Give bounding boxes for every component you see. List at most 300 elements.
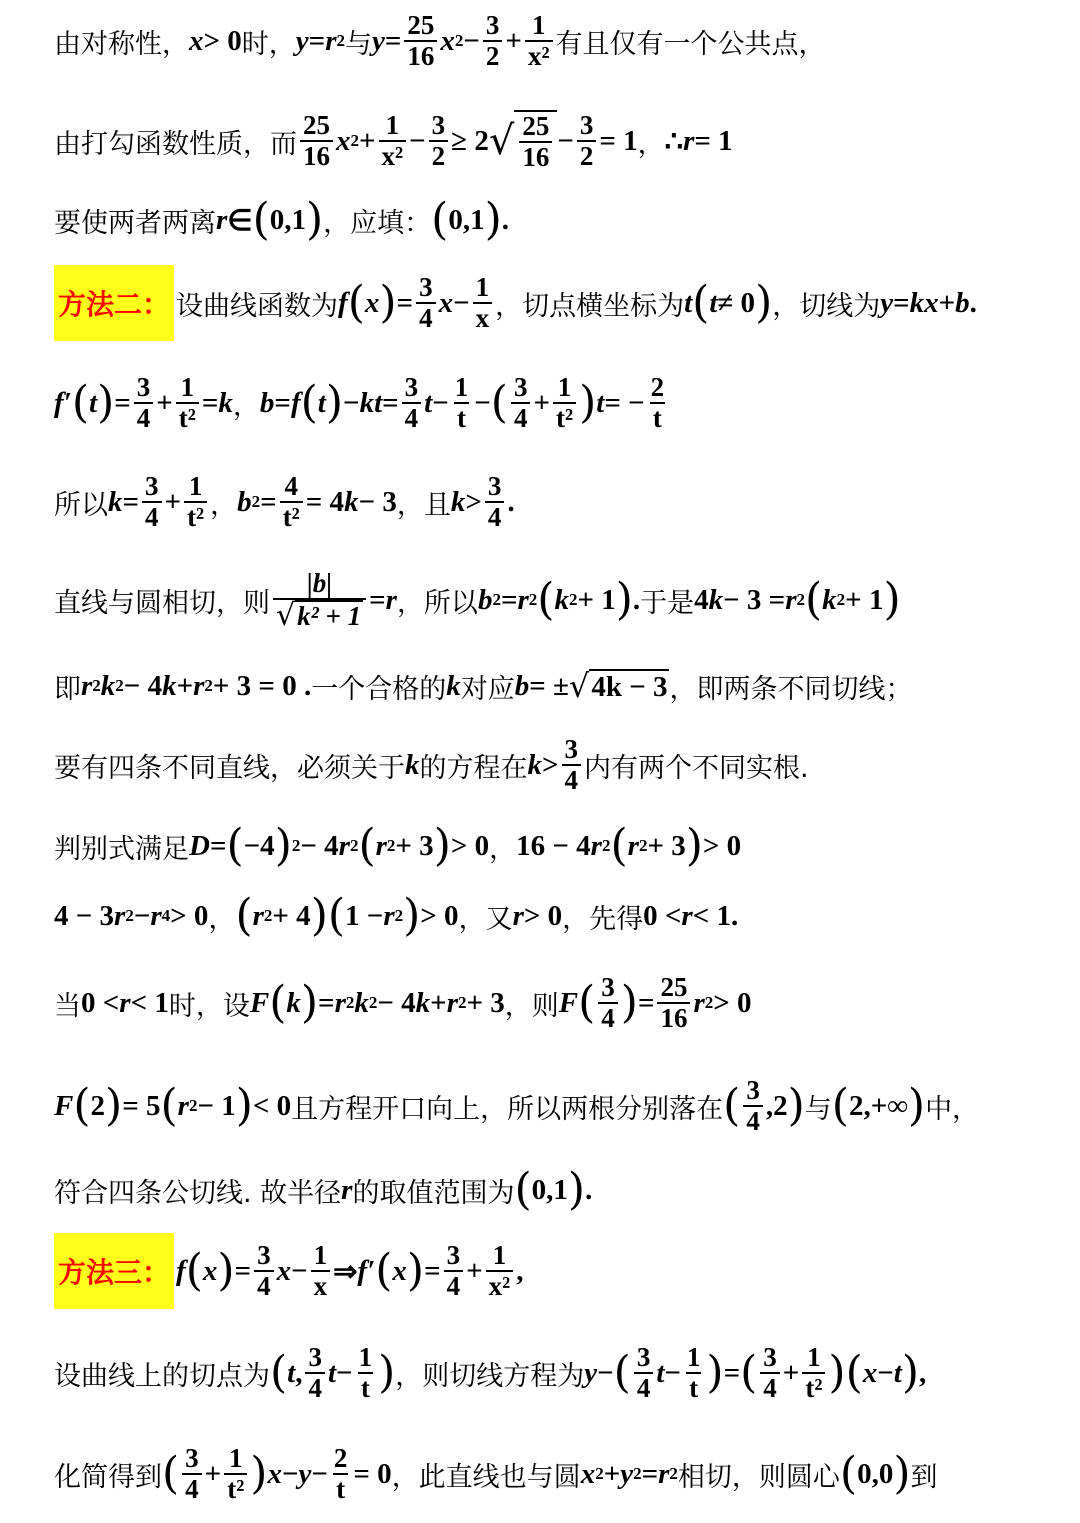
text: 相切，则圆心: [677, 1461, 840, 1493]
exponent: 2: [251, 492, 261, 511]
bracket: (: [431, 194, 449, 245]
math-variable: r: [693, 986, 705, 1019]
fraction-numerator: 3: [308, 1341, 322, 1372]
bracket: ): [685, 820, 703, 871]
math-variable: x: [862, 1356, 878, 1389]
radicand: 4k − 3: [591, 670, 668, 703]
fraction: [379, 111, 407, 171]
line-k-b-relation: [54, 466, 515, 538]
line-conclusion: [54, 1166, 592, 1214]
math-symbol: = −: [604, 386, 645, 419]
math-variable: r: [193, 669, 205, 702]
math-variable: b: [237, 485, 252, 518]
math-variable: f′: [357, 1254, 376, 1287]
math-symbol: 4 − 3: [54, 899, 115, 932]
math-symbol: > 0: [713, 986, 752, 1019]
fraction: [473, 273, 493, 333]
fraction: [598, 973, 618, 1033]
fraction-denominator: t: [686, 1372, 701, 1403]
text: 所以: [54, 489, 108, 521]
math-variable: x: [336, 124, 351, 157]
math-symbol: −: [557, 124, 574, 157]
exponent: 2: [345, 993, 355, 1012]
math-symbol: −4: [243, 829, 275, 862]
text: 要有四条不同直线，必须关于: [54, 752, 405, 784]
bracket: ): [883, 574, 901, 625]
fraction-numerator: 1: [358, 1341, 373, 1372]
fraction-numerator: 25: [407, 9, 435, 40]
radical-sign-icon: √: [488, 118, 515, 164]
math-symbol: =: [201, 386, 219, 419]
bracket: ): [615, 574, 633, 625]
math-variable: r: [658, 1457, 670, 1490]
bracket: ): [378, 1347, 396, 1398]
text: 中，: [925, 1093, 980, 1125]
math-variable: r: [590, 829, 602, 862]
math-variable: k: [218, 386, 233, 419]
math-symbol: =: [318, 986, 335, 1019]
fraction-denominator: t: [358, 1372, 373, 1403]
math-variable: t: [89, 386, 98, 419]
fraction-numerator: 1: [454, 371, 469, 402]
bracket: ): [567, 1164, 586, 1215]
bracket: ): [105, 1080, 123, 1131]
math-variable: r: [512, 899, 524, 932]
line-symmetry: [54, 9, 826, 71]
math-variable: y: [620, 1457, 634, 1490]
bracket: ): [579, 377, 597, 428]
fraction-denominator: 4: [444, 1270, 464, 1301]
math-symbol: +: [782, 1356, 800, 1389]
line-simplified: [54, 1436, 938, 1512]
math-symbol: ∈: [227, 204, 253, 237]
math-variable: f: [176, 1254, 186, 1287]
fraction: [273, 569, 366, 631]
bracket: ): [406, 1245, 425, 1296]
fraction: [305, 1343, 325, 1403]
fraction: [134, 373, 154, 433]
math-symbol: .: [969, 286, 977, 319]
bracket: (: [578, 977, 596, 1028]
math-variable: k: [822, 583, 837, 616]
math-symbol: 0,0: [857, 1457, 894, 1490]
line-inequality: [54, 890, 738, 942]
fraction: [483, 11, 503, 71]
text: ，则切线方程为: [395, 1360, 585, 1392]
text: 化简得到: [54, 1461, 162, 1493]
text: ，即两条不同切线；: [669, 673, 913, 705]
line-F-2: [54, 1070, 979, 1142]
fraction-denominator: 4: [402, 402, 422, 433]
exponent: 4: [161, 906, 171, 925]
math-variable: b: [259, 386, 275, 419]
math-symbol: +: [430, 986, 447, 1019]
square-root: [276, 597, 363, 633]
math-variable: t: [656, 1356, 665, 1389]
text: 判别式满足: [54, 833, 189, 865]
fraction-numerator: 3: [564, 733, 579, 764]
fraction: [356, 1343, 376, 1403]
exponent: 2: [638, 836, 648, 855]
text: 当: [54, 990, 81, 1022]
exponent: 2: [595, 1464, 604, 1483]
math-symbol: 2,+∞: [848, 1089, 908, 1122]
fraction-denominator: x: [311, 1270, 331, 1301]
bracket: ): [310, 890, 328, 941]
text: 由对称性，: [54, 28, 189, 60]
text: 设曲线上的切点为: [54, 1360, 270, 1392]
math-variable: r: [334, 986, 346, 1019]
fraction: [331, 1444, 351, 1504]
bracket: ): [907, 1080, 926, 1131]
fraction-denominator: t²: [802, 1372, 825, 1403]
math-symbol: = 1: [599, 124, 638, 157]
text: 要使两者两离: [54, 207, 216, 239]
fraction-denominator: 16: [300, 140, 333, 171]
math-variable: t: [596, 386, 605, 419]
fraction-numerator: 1: [188, 470, 203, 501]
fraction: [486, 1241, 514, 1301]
fraction: [452, 373, 472, 433]
math-variable: t: [424, 386, 433, 419]
math-variable: r: [385, 583, 397, 616]
fraction: [416, 273, 436, 333]
math-symbol: ,: [919, 1356, 927, 1389]
math-variable: r: [785, 583, 797, 616]
math-symbol: 1 −: [345, 899, 384, 932]
math-variable: x: [202, 1254, 218, 1287]
exponent: 2: [349, 836, 359, 855]
math-symbol: 4: [694, 583, 709, 616]
exponent: 2: [125, 906, 134, 925]
exponent: 2: [394, 906, 404, 925]
fraction-numerator: 2: [650, 371, 665, 402]
fraction-numerator: 2: [333, 1442, 348, 1473]
math-variable: r: [375, 829, 387, 862]
math-symbol: −: [474, 386, 491, 419]
text: ，: [637, 128, 665, 160]
math-symbol: 0 <: [643, 899, 682, 932]
fraction: [429, 111, 449, 171]
text: 到: [910, 1461, 938, 1493]
math-symbol: = 5: [122, 1089, 161, 1122]
math-symbol: +: [466, 1254, 483, 1287]
math-symbol: 2: [90, 1089, 106, 1122]
math-symbol: + 3 = 0 .: [212, 669, 312, 702]
fraction-numerator: 3: [145, 470, 159, 501]
math-variable: r: [338, 829, 350, 862]
fraction-numerator: 3: [487, 470, 502, 501]
fraction: [648, 373, 668, 433]
math-variable: k: [405, 748, 420, 781]
fraction-numerator: 1: [807, 1341, 821, 1372]
math-variable: y: [371, 24, 385, 57]
bracket: (: [235, 890, 253, 941]
fraction: [280, 472, 303, 532]
math-symbol: > 0: [203, 24, 242, 57]
math-variable: x: [392, 1254, 407, 1287]
math-symbol: 0,1: [269, 203, 306, 236]
fraction-denominator: 16: [519, 141, 552, 172]
exponent: 2: [350, 131, 359, 150]
text: ，又: [458, 903, 513, 935]
math-symbol: +: [603, 1457, 621, 1490]
math-symbol: < 0: [252, 1089, 292, 1122]
math-variable: r: [681, 899, 693, 932]
text: 对应: [460, 673, 515, 705]
exponent: 2: [454, 31, 464, 50]
fraction-numerator: 3: [185, 1442, 199, 1473]
math-symbol: .: [585, 1173, 593, 1206]
math-symbol: .: [501, 203, 509, 236]
math-variable: k: [450, 485, 466, 518]
fraction-denominator: 2: [429, 140, 449, 171]
radical-sign-icon: √: [276, 597, 296, 633]
exponent: 2: [796, 590, 805, 609]
math-symbol: .: [507, 485, 515, 518]
math-variable: r: [177, 1089, 189, 1122]
math-symbol: >: [542, 748, 559, 781]
bracket: ): [901, 1347, 920, 1398]
math-symbol: .: [632, 583, 641, 616]
math-symbol: 16 − 4: [516, 829, 591, 862]
fraction-numerator: 3: [136, 371, 151, 402]
math-symbol: +: [938, 286, 956, 319]
math-symbol: > 0: [170, 899, 209, 932]
fraction-denominator: x²: [379, 140, 407, 171]
fraction-denominator: t²: [553, 402, 576, 433]
fraction-denominator: 4: [254, 1270, 274, 1301]
fraction-denominator: 4: [634, 1372, 654, 1403]
fraction-numerator: 3: [419, 271, 433, 302]
math-symbol: − 3 =: [723, 583, 786, 616]
text: 与: [344, 28, 372, 60]
math-symbol: 0,1: [531, 1173, 568, 1206]
bracket: (: [252, 194, 270, 245]
text: ，: [208, 903, 236, 935]
text: 即: [54, 673, 81, 705]
fraction: [657, 973, 690, 1033]
radicand: [514, 110, 557, 172]
text: 且方程开口向上，所以两根分别落在: [291, 1093, 724, 1125]
bracket: ): [217, 1245, 235, 1296]
fraction-numerator: 3: [404, 371, 419, 402]
math-variable: k: [108, 485, 123, 518]
math-symbol: =: [369, 583, 386, 616]
math-symbol: + 1: [845, 583, 884, 616]
fraction: [184, 472, 207, 532]
bracket: (: [831, 1080, 849, 1131]
math-variable: f: [338, 286, 348, 319]
math-symbol: −: [343, 386, 360, 419]
math-symbol: =: [382, 386, 399, 419]
text: ，则: [504, 990, 559, 1022]
math-symbol: ∴: [664, 125, 684, 158]
math-variable: b: [477, 583, 493, 616]
math-variable: k: [708, 583, 724, 616]
fraction-numerator: 3: [513, 371, 528, 402]
math-variable: kt: [359, 386, 383, 419]
fraction: [553, 373, 576, 433]
fraction-denominator: 4: [305, 1372, 325, 1403]
text: 内有两个不同实根.: [584, 752, 809, 784]
fraction: [577, 111, 597, 171]
math-symbol: − 4: [377, 986, 416, 1019]
math-variable: x: [276, 1254, 292, 1287]
math-variable: b: [514, 669, 530, 702]
bracket: (: [185, 1245, 203, 1296]
math-symbol: = 4: [305, 485, 345, 518]
text: ，切点横坐标为: [495, 290, 685, 322]
fraction-numerator: 3: [636, 1341, 651, 1372]
math-symbol: =: [122, 485, 140, 518]
bracket: ): [706, 1347, 724, 1398]
exponent: 2: [836, 590, 846, 609]
math-symbol: 0,1: [448, 203, 485, 236]
math-variable: F: [54, 1089, 74, 1122]
math-symbol: −: [664, 1356, 681, 1389]
fraction-denominator: t²: [224, 1473, 247, 1504]
bracket: ): [325, 377, 344, 428]
fraction-numerator: 4: [284, 470, 298, 501]
bracket: ): [235, 1080, 253, 1131]
fraction-denominator: t: [650, 402, 665, 433]
math-variable: k: [446, 669, 461, 702]
math-symbol: > 0: [450, 829, 490, 862]
math-symbol: =: [308, 24, 326, 57]
bracket: (: [613, 1347, 631, 1398]
fraction-numerator: 3: [763, 1341, 777, 1372]
fraction-numerator: 3: [601, 971, 615, 1002]
fraction-numerator: 1: [180, 371, 195, 402]
math-symbol: −: [311, 1457, 328, 1490]
bracket: ): [787, 1080, 805, 1131]
math-variable: D: [189, 829, 210, 862]
bracket: ): [250, 1448, 268, 1499]
fraction-numerator: 3: [746, 1074, 760, 1105]
exponent: 2: [336, 31, 345, 50]
fraction-numerator: 1: [532, 9, 546, 40]
math-symbol: +: [176, 669, 194, 702]
bracket: ): [828, 1347, 846, 1398]
math-variable: x: [580, 1457, 596, 1490]
fraction-denominator: 2: [577, 140, 597, 171]
text: ，: [210, 489, 238, 521]
math-variable: r: [119, 986, 131, 1019]
fraction: [485, 472, 505, 532]
math-variable: y: [880, 286, 894, 319]
math-variable: k: [344, 485, 359, 518]
exponent: 2: [204, 676, 213, 695]
math-symbol: +: [359, 124, 376, 157]
text: ，所以: [396, 587, 478, 619]
method-label: 方法二：: [54, 265, 174, 341]
math-variable: r: [114, 899, 126, 932]
fraction-denominator: t: [333, 1473, 348, 1504]
exponent: 2: [115, 676, 124, 695]
math-variable: k: [162, 669, 177, 702]
math-variable: r: [627, 829, 639, 862]
line-tick-function: [54, 106, 733, 176]
math-symbol: > 0: [523, 899, 563, 932]
exponent: 2: [92, 676, 101, 695]
math-variable: x: [267, 1457, 282, 1490]
fraction: [300, 111, 333, 171]
math-symbol: = 0: [353, 1457, 392, 1490]
bracket: (: [160, 1080, 178, 1131]
line-method-2-intro: [54, 264, 977, 342]
math-symbol: −: [463, 24, 480, 57]
bracket: (: [270, 1347, 288, 1398]
math-variable: r: [81, 669, 93, 702]
math-symbol: − 4: [123, 669, 163, 702]
text: 时，设: [168, 990, 250, 1022]
math-symbol: −: [409, 124, 426, 157]
text: ，应填：: [323, 207, 432, 239]
math-variable: r: [517, 583, 529, 616]
math-variable: x: [364, 286, 380, 319]
bracket: ): [300, 977, 319, 1028]
math-symbol: −: [291, 1254, 308, 1287]
math-symbol: +: [505, 24, 522, 57]
bracket: ): [893, 1448, 911, 1499]
text: ，: [232, 390, 260, 422]
fraction-denominator: 4: [511, 402, 531, 433]
text: 由打勾函数性质，而: [54, 128, 297, 160]
fraction-numerator: 3: [446, 1239, 461, 1270]
text: ，: [489, 833, 517, 865]
radicand: k² + 1: [297, 601, 362, 631]
fraction-numerator: 1: [475, 271, 490, 302]
square-root: [569, 669, 670, 704]
line-tangent-point: [54, 1336, 926, 1410]
math-symbol: =: [274, 386, 291, 419]
exponent: 2: [492, 590, 501, 609]
math-symbol: + 3: [466, 986, 505, 1019]
fraction-denominator: 16: [657, 1002, 690, 1033]
bracket: (: [327, 890, 346, 941]
math-variable: k: [527, 748, 542, 781]
exponent: 2: [263, 906, 273, 925]
fraction-numerator: 3: [485, 9, 500, 40]
math-variable: F: [558, 986, 579, 1019]
bracket: (: [537, 574, 555, 625]
math-symbol: 0 <: [81, 986, 120, 1019]
exponent: 2: [601, 836, 611, 855]
math-symbol: −: [597, 1356, 614, 1389]
fraction: [525, 11, 553, 71]
math-symbol: > 0: [420, 899, 459, 932]
text: 时，: [241, 28, 296, 60]
fraction-numerator: 1: [385, 109, 400, 140]
fraction-denominator: 4: [142, 501, 162, 532]
fraction: [634, 1343, 654, 1403]
math-symbol: =: [234, 1254, 252, 1287]
text: 符合四条公切线. 故半径: [54, 1177, 342, 1209]
math-variable: k: [354, 986, 369, 1019]
math-symbol: − 1: [197, 1089, 236, 1122]
fraction-denominator: x²: [486, 1270, 514, 1301]
math-variable: r: [252, 899, 264, 932]
bracket: ): [274, 820, 292, 871]
bracket: (: [73, 1080, 91, 1131]
fraction: [760, 1343, 780, 1403]
exponent: 2: [669, 1464, 678, 1483]
fraction-denominator: 4: [760, 1372, 780, 1403]
math-variable: r: [325, 24, 337, 57]
exponent: 2: [291, 836, 301, 855]
exponent: 2: [568, 590, 578, 609]
